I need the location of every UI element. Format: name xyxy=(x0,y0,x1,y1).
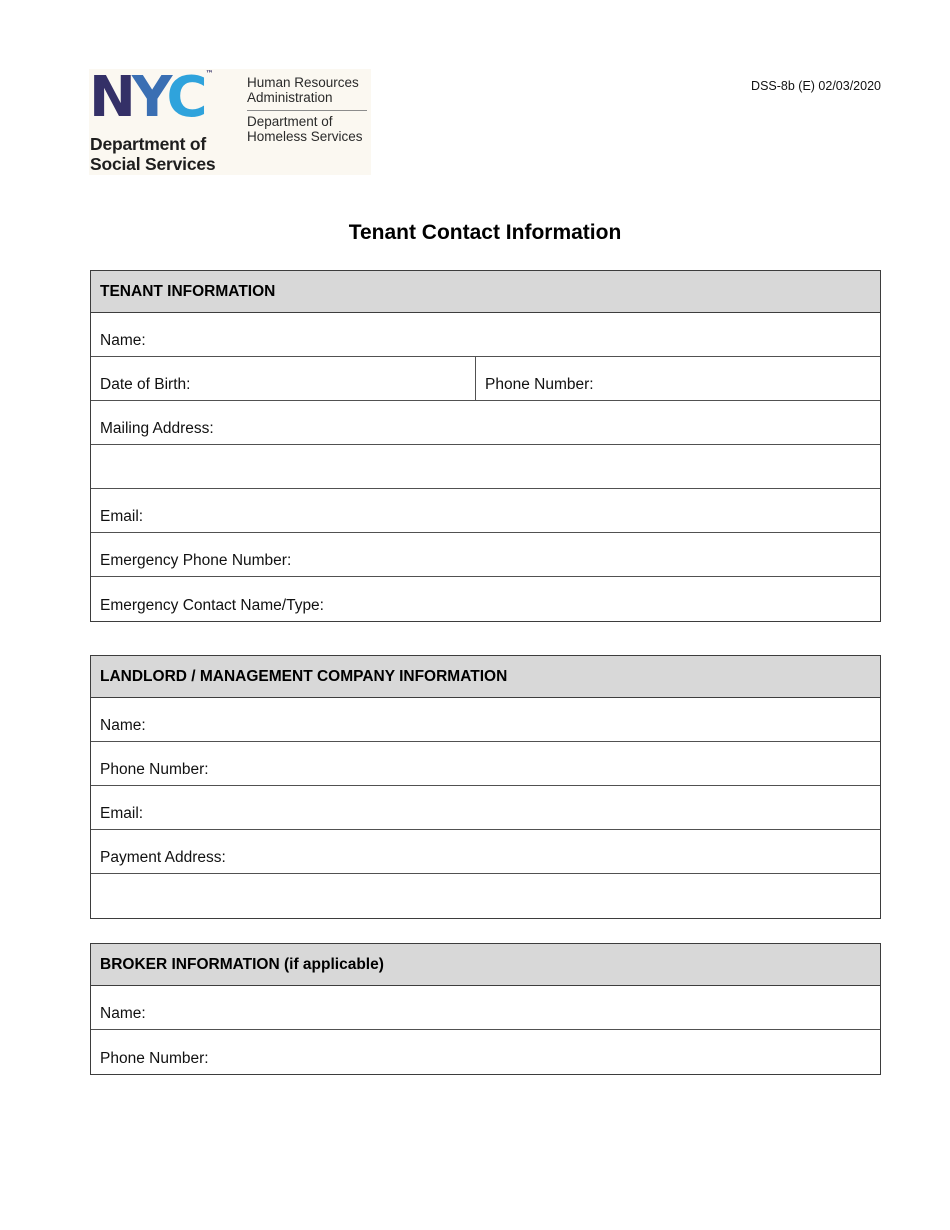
broker-name-field[interactable] xyxy=(91,986,880,1030)
tenant-emergency-contact-field[interactable] xyxy=(91,577,880,621)
broker-phone-label: Phone Number: xyxy=(100,1050,209,1067)
tenant-emergency-phone-label: Emergency Phone Number: xyxy=(100,552,292,569)
nyc-letter-y: Y xyxy=(131,65,167,130)
dept-social-services-label xyxy=(90,135,215,174)
broker-information-table xyxy=(90,943,881,1075)
landlord-payment-address-field[interactable] xyxy=(91,830,880,874)
dss-name-line1: Department of xyxy=(90,134,207,154)
tenant-information-table xyxy=(90,270,881,622)
broker-name-label: Name: xyxy=(100,1005,146,1022)
tenant-phone-field[interactable] xyxy=(476,357,880,400)
landlord-payment-address-label: Payment Address: xyxy=(100,849,226,866)
landlord-email-field[interactable] xyxy=(91,786,880,830)
landlord-information-table xyxy=(90,655,881,919)
tenant-email-label: Email: xyxy=(100,508,144,525)
landlord-name-field[interactable] xyxy=(91,698,880,742)
tenant-mailing-address-field[interactable] xyxy=(91,401,880,445)
landlord-email-label: Email: xyxy=(100,805,144,822)
dhs-line2: Homeless Services xyxy=(247,128,363,144)
tenant-emergency-phone-field[interactable] xyxy=(91,533,880,577)
dhs-label xyxy=(247,115,371,145)
nyc-dss-logo xyxy=(89,65,371,175)
landlord-name-label: Name: xyxy=(100,717,146,734)
logo-divider-line xyxy=(247,110,367,111)
tenant-name-field[interactable] xyxy=(91,313,880,357)
tenant-email-field[interactable] xyxy=(91,489,880,533)
tenant-dob-field[interactable] xyxy=(91,357,476,400)
tenant-mailing-address-label: Mailing Address: xyxy=(100,420,214,437)
trademark-symbol: ™ xyxy=(205,69,214,78)
dss-name-line2: Social Services xyxy=(90,153,216,174)
landlord-phone-field[interactable] xyxy=(91,742,880,786)
tenant-name-label: Name: xyxy=(100,332,146,349)
tenant-section-header: TENANT INFORMATION xyxy=(91,271,880,313)
landlord-section-header: LANDLORD / MANAGEMENT COMPANY INFORMATION xyxy=(91,656,880,698)
nyc-letter-c: C xyxy=(166,65,204,130)
tenant-dob-label: Date of Birth: xyxy=(100,376,191,393)
page-title: Tenant Contact Information xyxy=(348,221,622,244)
tenant-emergency-contact-label: Emergency Contact Name/Type: xyxy=(100,597,324,614)
form-number: DSS-8b (E) 02/03/2020 xyxy=(751,79,881,93)
nyc-letter-n: N xyxy=(89,65,132,130)
tenant-dob-phone-row xyxy=(91,357,880,401)
dhs-line1: Department of xyxy=(247,113,333,129)
broker-section-header: BROKER INFORMATION (if applicable) xyxy=(91,944,880,986)
tenant-mailing-address-field-line2[interactable] xyxy=(91,445,880,489)
hra-label xyxy=(247,76,371,106)
hra-line2: Administration xyxy=(247,89,333,105)
broker-phone-field[interactable] xyxy=(91,1030,880,1074)
landlord-payment-address-field-line2[interactable] xyxy=(91,874,880,918)
hra-line1: Human Resources xyxy=(247,75,359,90)
tenant-phone-label: Phone Number: xyxy=(485,376,594,393)
landlord-phone-label: Phone Number: xyxy=(100,761,209,778)
nyc-logo-letters xyxy=(89,65,212,131)
